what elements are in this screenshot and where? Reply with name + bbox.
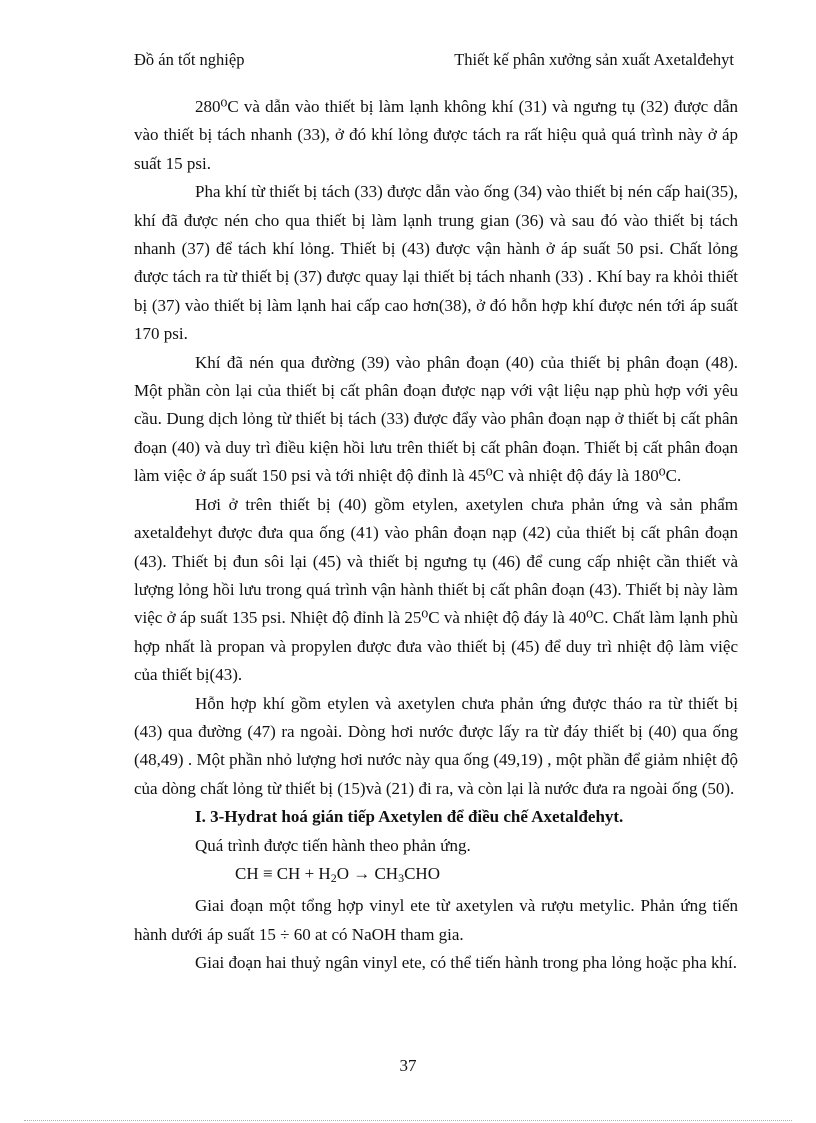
paragraph-5: Hỗn hợp khí gồm etylen và axetylen chưa phản ứng được tháo ra từ thiết bị (43) qua đường (47) ra ngoài. Dòng hơi nước được lấy ra từ đáy thiết bị (40) qua ống (48,49) . Một phần nhỏ lượng hơi nước này qua ống (49,19) , một phần để giảm nhiệt độ của dòng chất lỏng từ thiết bị (15)và (21) đi ra, và còn lại là nước đưa ra ngoài ống (50). (134, 693, 738, 798)
paragraph-3: Khí đã nén qua đường (39) vào phân đoạn (40) của thiết bị phân đoạn (48). Một phần còn lại của thiết bị cất phân đoạn được nạp với vật liệu nạp phù hợp với yêu cầu. Dung dịch lỏng từ thiết bị tách (33) được đẩy vào phân đoạn nạp ở thiết bị cất phân đoạn (40) và duy trì điều kiện hồi lưu trên thiết bị cất phân đoạn. Thiết bị cất phân đoạn làm việc ở áp suất 150 psi và tới nhiệt độ đỉnh là 45⁰C và nhiệt độ đáy là 180⁰C. (134, 352, 738, 486)
header-left-title: Đồ án tốt nghiệp (134, 50, 245, 69)
footer-divider (24, 1120, 792, 1121)
body-text (134, 93, 738, 978)
paragraph-2: Pha khí từ thiết bị tách (33) được dẫn vào ống (34) vào thiết bị nén cấp hai(35), khí đã được nén cho qua thiết bị làm lạnh trung gian (36) và sau đó vào thiết bị tách nhanh (37) để tách khí lỏng. Thiết bị (43) được vận hành ở áp suất 50 psi. Chất lỏng được tách ra từ thiết bị (37) được quay lại thiết bị tách nhanh (33) . Khí bay ra khỏi thiết bị (37) vào thiết bị làm lạnh hai cấp cao hơn(38), ở đó hỗn hợp khí được nén tới áp suất 170 psi. (134, 182, 738, 344)
paragraph-4: Hơi ở trên thiết bị (40) gồm etylen, axetylen chưa phản ứng và sản phẩm axetalđehyt được đưa qua ống (41) vào phân đoạn nạp (42) của thiết bị cất phân đoạn (43). Thiết bị đun sôi lại (45) và thiết bị ngưng tụ (46) để cung cấp nhiệt cần thiết và lượng lỏng hồi lưu trong quá trình vận hành thiết bị cất phân đoạn (43). Thiết bị này làm việc ở áp suất 135 psi. Nhiệt độ đỉnh là 25⁰C và nhiệt độ đáy là 40⁰C. Chất làm lạnh phù hợp nhất là propan và propylen được đưa vào thiết bị (45) để duy trì nhiệt độ làm việc của thiết bị(43). (134, 494, 738, 685)
paragraph-1: 280⁰C và dẫn vào thiết bị làm lạnh không khí (31) và ngưng tụ (32) được dẫn vào thiết bị tách nhanh (33), ở đó khí lỏng được tách ra rất hiệu quả quá trình này ở áp suất 15 psi. (134, 97, 738, 173)
reaction-equation (134, 860, 738, 892)
page-header (134, 50, 734, 74)
equation-lhs: CH ≡ CH + H (235, 863, 331, 883)
equation-product: CHO (404, 863, 440, 883)
page-number: 37 (399, 1056, 417, 1075)
paragraph-6: Giai đoạn một tổng hợp vinyl ete từ axetylen và rượu metylic. Phản ứng tiến hành dưới áp suất 15 ÷ 60 at có NaOH tham gia. (134, 896, 738, 944)
equation-product-subscript: 3 (398, 870, 405, 885)
header-right-title: Thiết kế phân xưởng sản xuất Axetalđehyt (454, 50, 734, 69)
equation-middle: O → CH (336, 863, 399, 883)
intro-line: Quá trình được tiến hành theo phản ứng. (195, 835, 471, 855)
paragraph-7: Giai đoạn hai thuỷ ngân vinyl ete, có thể tiến hành trong pha lỏng hoặc pha khí. (195, 953, 737, 973)
section-heading: I. 3-Hydrat hoá gián tiếp Axetylen để điều chế Axetalđehyt. (195, 807, 624, 827)
equation-water-subscript: 2 (330, 870, 337, 885)
